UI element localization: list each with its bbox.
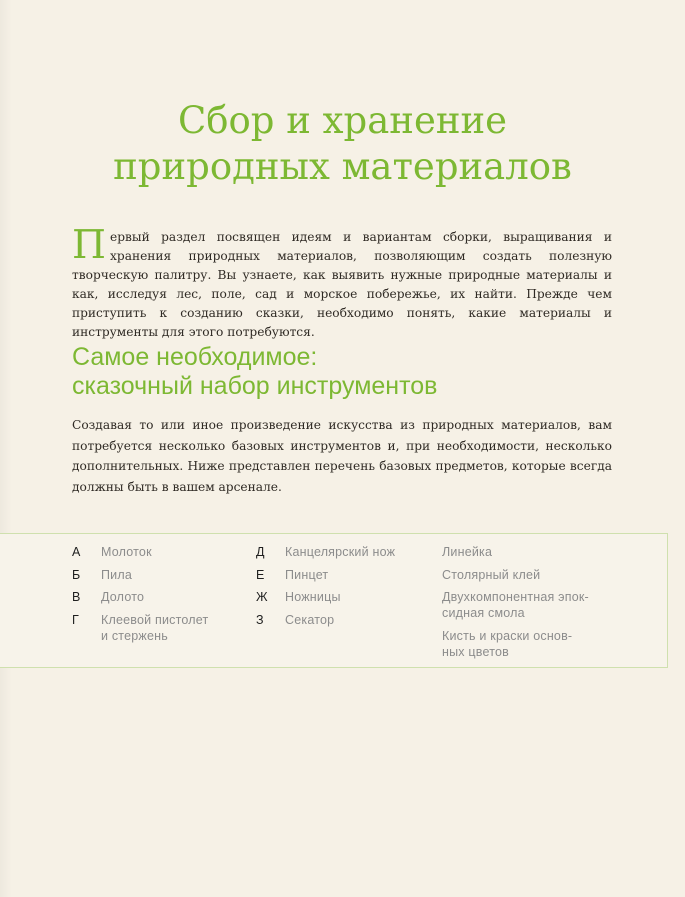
tool-item [256, 589, 426, 605]
tool-name: Ножницы [285, 590, 341, 604]
page-title [0, 98, 685, 190]
tool-name: Столярный клей [442, 567, 541, 582]
tools-list-box [0, 533, 668, 668]
intro-paragraph [72, 223, 612, 342]
section-title-line-2: сказочный набор инструментов [72, 372, 438, 400]
tool-item [256, 612, 426, 628]
tool-name: Молоток [101, 545, 152, 559]
tool-item [72, 612, 242, 644]
tool-name: Пинцет [285, 567, 329, 582]
tool-name: Пила [101, 567, 133, 582]
tool-item [442, 589, 632, 621]
tool-name: Секатор [285, 612, 335, 627]
tool-item [72, 567, 242, 583]
section-title [72, 343, 437, 401]
tool-letter: Е [256, 567, 265, 582]
tool-name: Клеевой пистолет и стержень [101, 612, 209, 643]
tool-name: Двухкомпонентная эпок- сидная смола [442, 590, 589, 620]
tool-name: Канцелярский нож [285, 545, 396, 559]
drop-cap: П [72, 223, 107, 268]
tool-letter: Г [72, 612, 79, 627]
tools-column-1 [72, 544, 242, 650]
intro-text: ервый раздел посвящен идеям и вариантам сборки, выращивания и хранения природных материалов, позволяющим создать полезную творческую палитру. Вы узнаете, как выявить нужные природные материалы и как, исследуя лес, поле, сад и морское побережье, их найти. Прежде чем приступить к созданию сказки, необходимо понять, какие материалы и инструменты для этого потребуются. [72, 230, 612, 339]
tool-name: Линейка [442, 545, 493, 559]
tool-letter: Ж [256, 590, 268, 604]
page-title-line-2: природных материалов [113, 145, 572, 188]
tool-letter: А [72, 545, 81, 559]
page-title-line-1: Сбор и хранение [177, 99, 508, 142]
tool-letter: В [72, 590, 81, 604]
tool-name: Долото [101, 590, 145, 604]
tool-item [72, 544, 242, 560]
tool-item [442, 628, 632, 660]
tool-item [442, 567, 632, 583]
tool-letter: Б [72, 567, 81, 582]
tool-item [256, 544, 426, 560]
tool-item [72, 589, 242, 605]
tool-item [442, 544, 632, 560]
tools-column-2 [256, 544, 426, 634]
tool-letter: Д [256, 545, 265, 559]
section-paragraph: Создавая то или иное произведение искусства из природных материалов, вам потребуется несколько базовых инструментов и, при необходимости, несколько дополнительных. Ниже представлен перечень базовых предметов, которые всегда должны быть в вашем арсенале. [72, 418, 612, 494]
section-title-line-1: Самое необходимое: [72, 343, 318, 371]
tool-item [256, 567, 426, 583]
tools-column-3 [442, 544, 632, 666]
tool-name: Кисть и краски основ- ных цветов [442, 628, 573, 659]
tool-letter: З [256, 612, 264, 627]
